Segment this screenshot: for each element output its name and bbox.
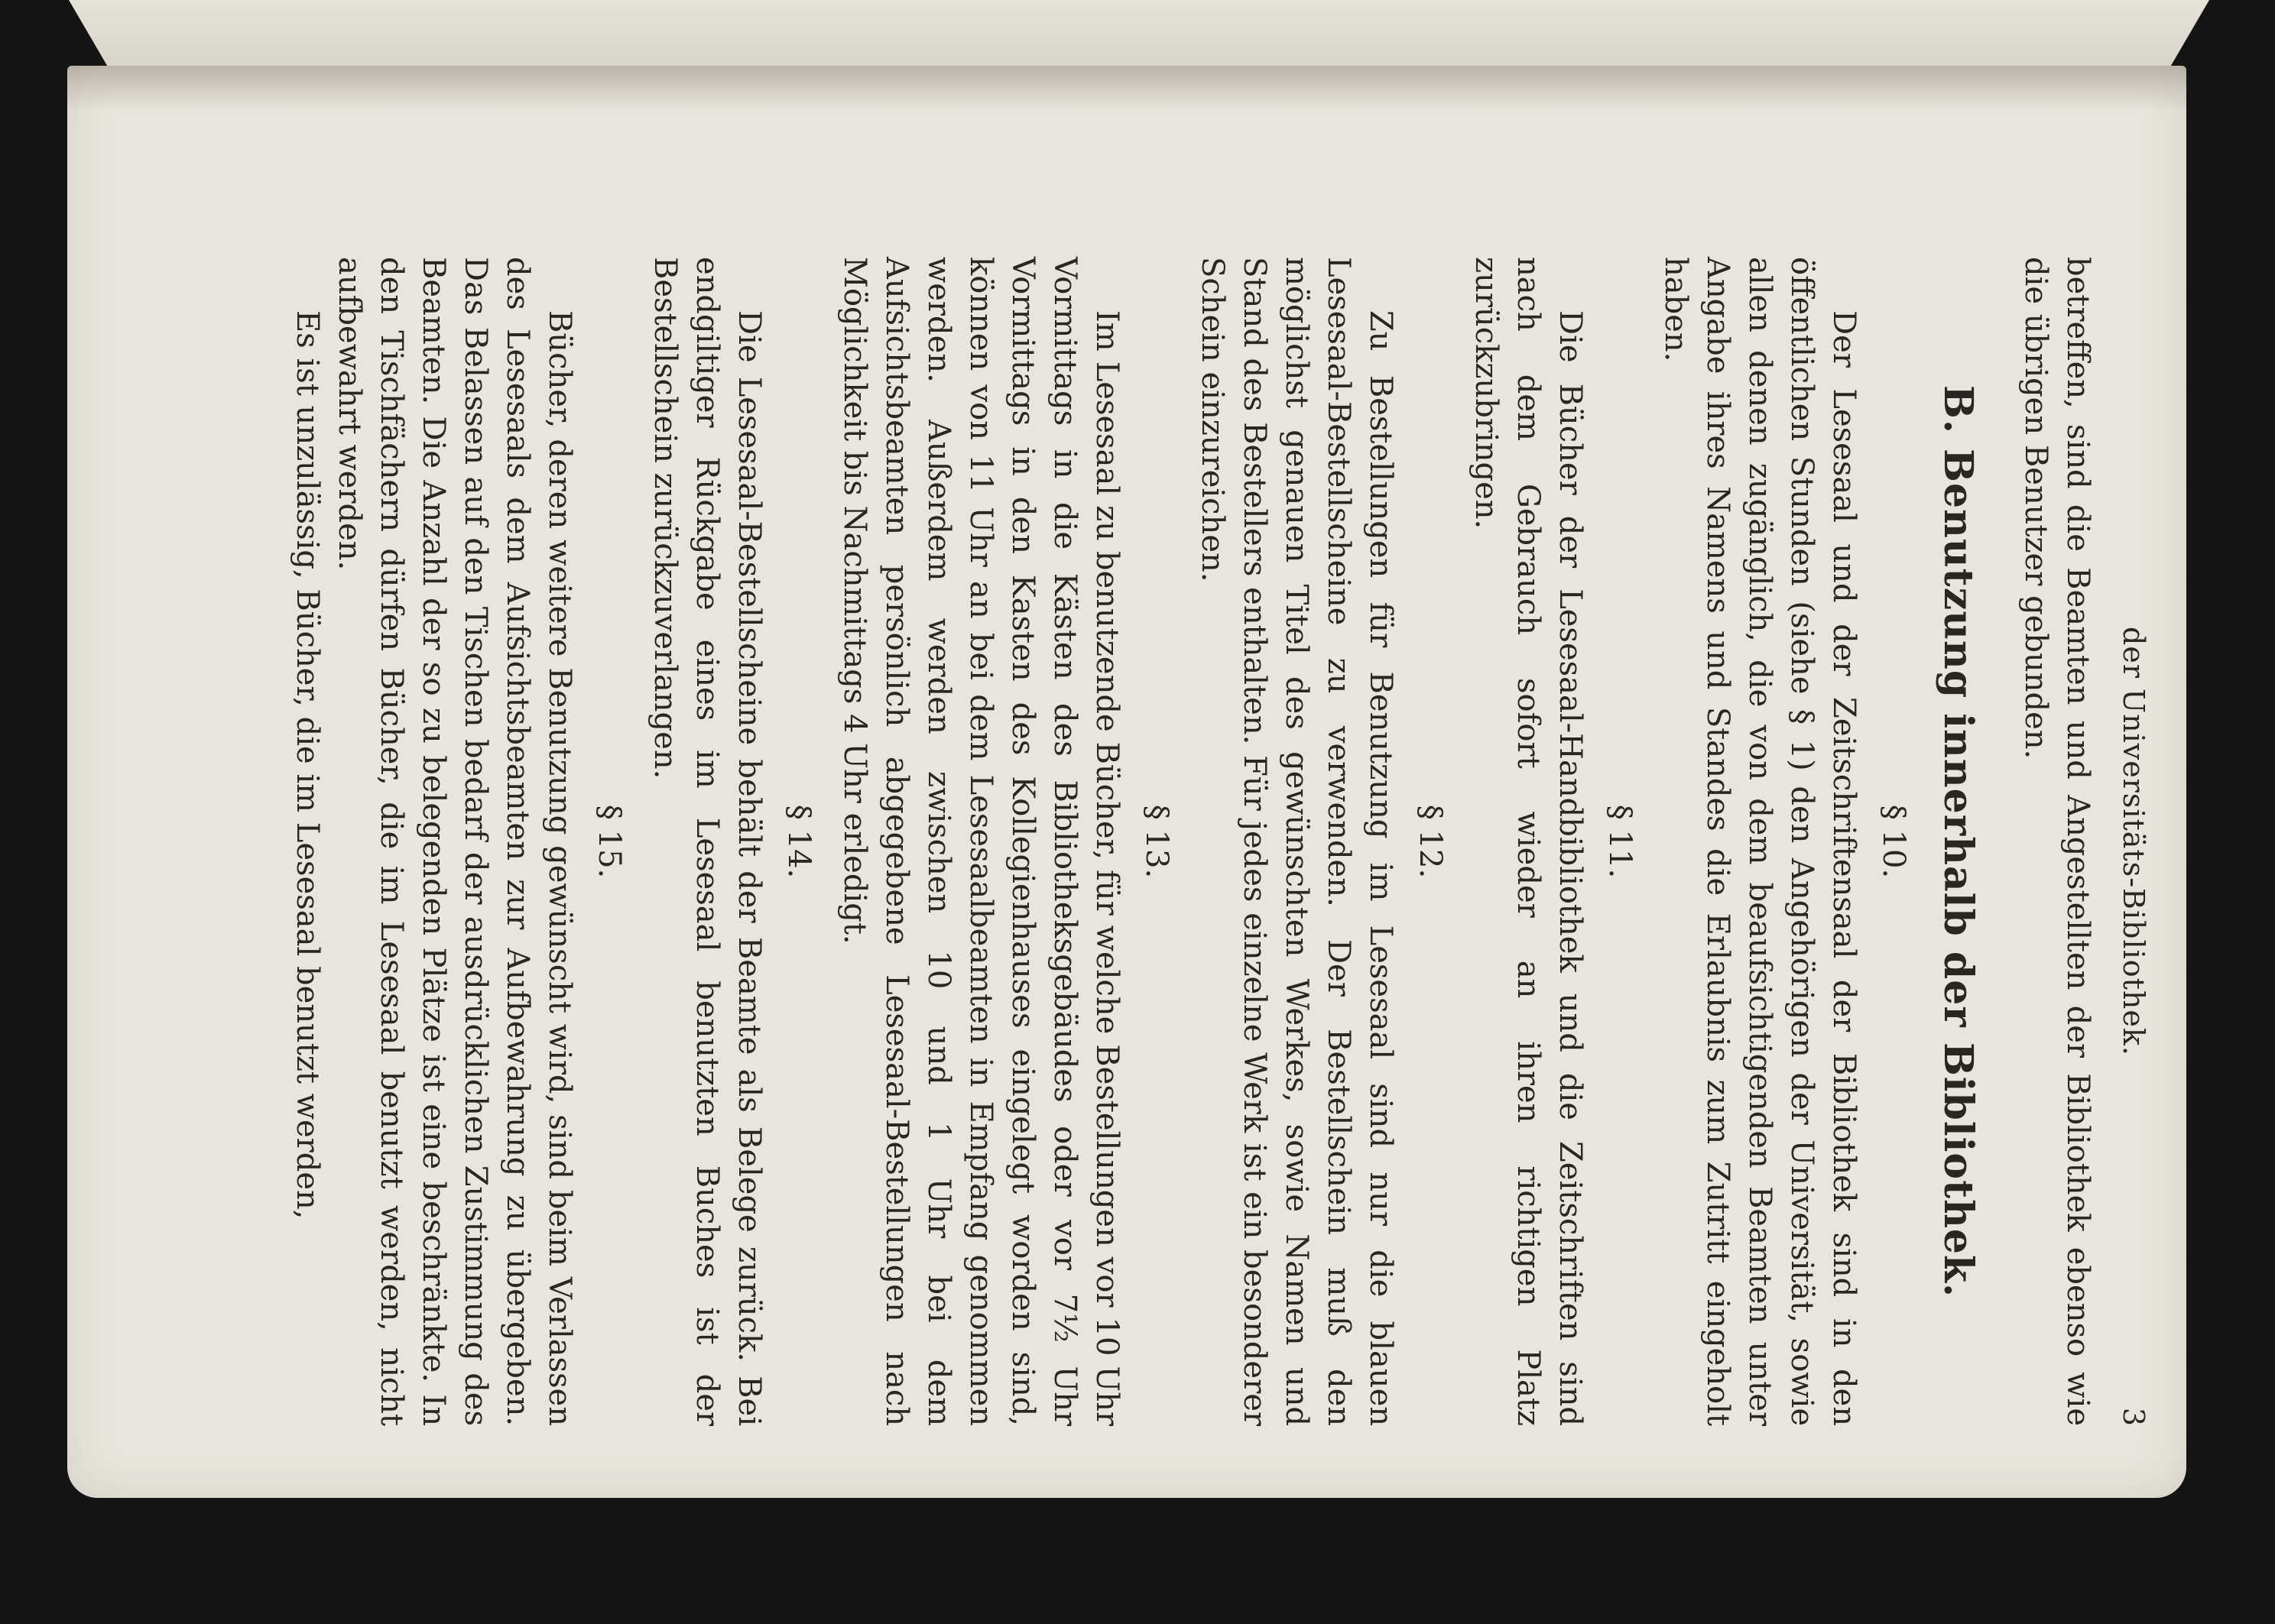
section-paragraph: Es ist unzulässig, Bücher, die im Lesesaal benutzt werden, — [290, 310, 325, 1220]
section-title: § 11. — [1602, 804, 1637, 879]
section-paragraph: Die Lesesaal-Bestellscheine behält der Beamte als Belege zurück. Bei endgiltiger Rückgabe eines im Lesesaal benutzten Buches ist der Bestellschein zurückzuverlangen. — [647, 257, 767, 1426]
rotated-text-area — [290, 257, 2154, 1426]
section-title: § 12. — [1413, 804, 1448, 879]
running-title: der Universitäts-Bibliothek. — [2117, 627, 2150, 1056]
page-gutter-shadow — [67, 66, 2186, 112]
section-paragraph: Der Lesesaal und der Zeitschriftensaal der Bibliothek sind in den öffentlichen Stunden (siehe § 1) den Angehörigen der Universität, sowie allen denen zugänglich, die von dem beaufsichtigenden Beamten unter Angabe ihres Namens und Standes die Erlaubnis zum Zutritt eingeholt haben. — [1658, 257, 1861, 1426]
page-number: 3 — [2117, 1407, 2150, 1426]
text-block — [290, 257, 2154, 1426]
part-title: B. Benutzung innerhalb der Bibliothek. — [1935, 384, 1981, 1298]
section-paragraph: Bücher, deren weitere Benutzung gewünscht wird, sind beim Verlassen des Lesesaals dem Aufsichtsbeamten zur Aufbewahrung zu übergeben. Das Belassen auf den Tischen bedarf der ausdrücklichen Zustimmung des Beamten. Die Anzahl der so zu belegenden Plätze ist eine beschränkte. In den Tischfächern dürfen Bücher, die im Lesesaal benutzt werden, nicht aufbewahrt werden. — [332, 257, 577, 1426]
book-page — [67, 66, 2186, 1498]
section-title: § 15. — [592, 804, 627, 879]
running-header — [2112, 257, 2154, 1426]
section-paragraph: Zu Bestellungen für Benutzung im Lesesaal sind nur die blauen Lesesaal-Bestellscheine zu verwenden. Der Bestellschein muß den möglichst genauen Titel des gewünschten Werkes, sowie Namen und Stand des Bestellers enthalten. Für jedes einzelne Werk ist ein besonderer Schein einzureichen. — [1195, 257, 1398, 1426]
section-title: § 10. — [1876, 804, 1911, 879]
section-title: § 14. — [781, 804, 816, 879]
intro-paragraph: betreffen, sind die Beamten und Angestellten der Bibliothek ebenso wie die übrigen Benutzer gebunden. — [2018, 257, 2095, 1426]
page-spine-edge — [69, 0, 2209, 73]
section-paragraph: Im Lesesaal zu benutzende Bücher, für welche Bestellungen vor 10 Uhr Vormittags in die Kästen des Bibliotheksgebäudes oder vor 7½ Uhr Vormittags in den Kasten des Kollegienhauses eingelegt worden sind, können von 11 Uhr an bei dem Lesesaalbeamten in Empfang genommen werden. Außerdem werden zwischen 10 und 1 Uhr bei dem Aufsichtsbeamten persönlich abgegebene Lesesaal-Bestellungen nach Möglichkeit bis Nachmittags 4 Uhr erledigt. — [837, 257, 1125, 1426]
section-title: § 13. — [1139, 804, 1174, 879]
section-paragraph: Die Bücher der Lesesaal-Handbibliothek und die Zeitschriften sind nach dem Gebrauch sofort wieder an ihren richtigen Platz zurückzubringen. — [1469, 257, 1588, 1426]
